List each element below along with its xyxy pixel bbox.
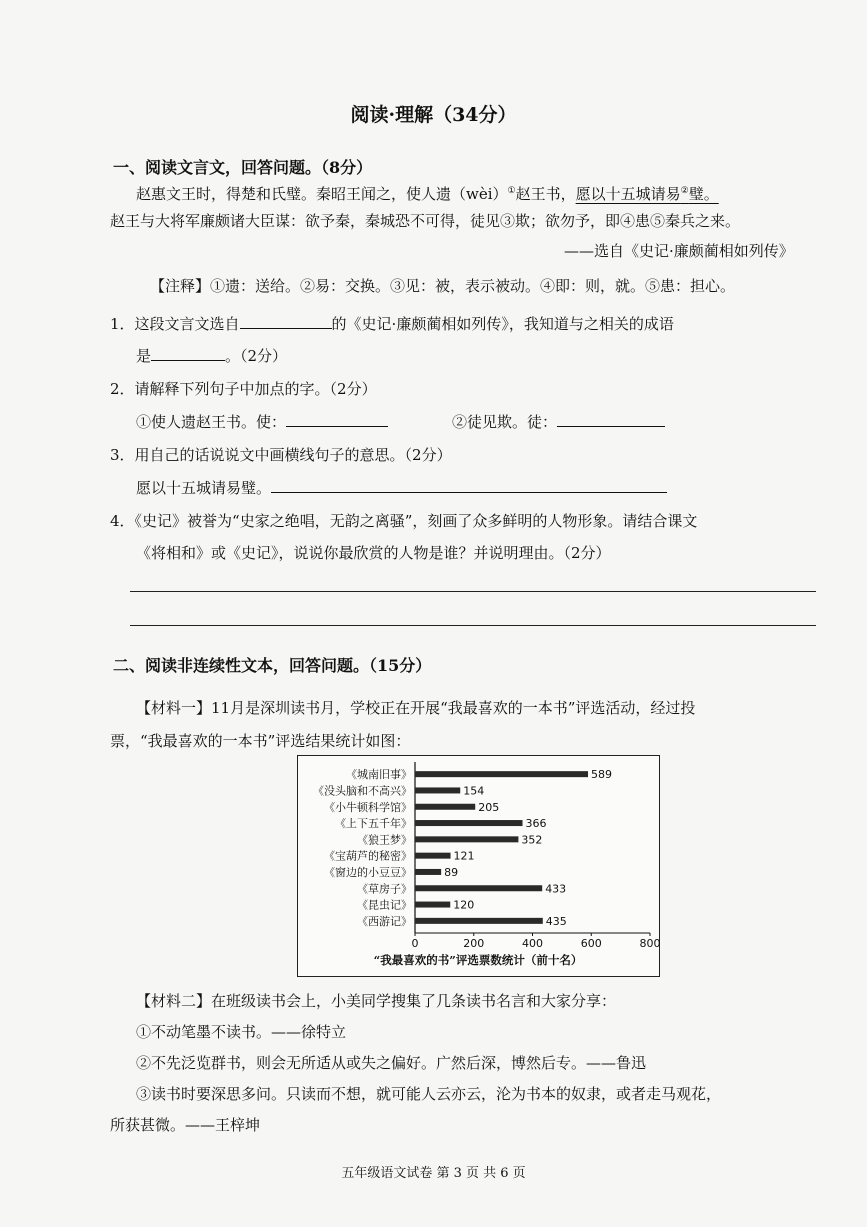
- quote-2: ②不先泛览群书，则会无所适从或失之偏好。广然后深，博然后专。——鲁迅: [136, 1054, 647, 1072]
- x-tick-label: 600: [580, 937, 602, 950]
- data-label: 589: [591, 768, 613, 782]
- material1-line-1: 【材料一】11月是深圳读书月，学校正在开展“我最喜欢的一本书”评选活动，经过投: [136, 699, 696, 717]
- category-label: 《西游记》: [357, 914, 412, 928]
- footnote-mark-1: ①: [507, 186, 516, 196]
- bar-chart: [298, 756, 661, 975]
- q3-item-text: 愿以十五城请易璧。: [136, 479, 272, 497]
- bar: [415, 771, 588, 777]
- q3-item: [136, 477, 667, 498]
- x-tick-label: 0: [411, 937, 419, 950]
- bar: [415, 787, 460, 793]
- bar: [415, 885, 542, 891]
- passage-text-b: 赵王书，: [515, 185, 576, 203]
- q2-item-1-text: ①使人遗赵王书。使：: [136, 413, 287, 431]
- bar: [415, 804, 475, 810]
- q1-text-d: 。（2分）: [225, 347, 288, 365]
- bar-chart-frame: [297, 755, 660, 977]
- x-tick-label: 800: [639, 937, 661, 950]
- q2-item-2: [452, 411, 665, 432]
- q4-answer-line-1[interactable]: [130, 591, 816, 592]
- bar: [415, 869, 441, 875]
- q2-item-1: [136, 411, 388, 432]
- data-label: 366: [525, 817, 547, 831]
- chart-title: “我最喜欢的书”评选票数统计（前十名）: [373, 953, 583, 967]
- category-label: 《草房子》: [357, 882, 412, 896]
- section1-heading: 一、阅读文言文，回答问题。（8分）: [113, 158, 373, 177]
- x-tick-label: 200: [463, 937, 485, 950]
- data-label: 89: [444, 865, 459, 879]
- question-2: 2．请解释下列句子中加点的字。（2分）: [110, 380, 377, 398]
- q1-text-a: 1．这段文言文选自: [110, 315, 240, 333]
- q1-text-b: 的《史记·廉颇蔺相如列传》，我知道与之相关的成语: [331, 315, 674, 333]
- data-label: 205: [478, 800, 500, 814]
- bar: [415, 902, 450, 908]
- q4-answer-line-2[interactable]: [130, 625, 816, 626]
- q1-text-c: 是: [136, 347, 152, 365]
- underlined-text: 愿以十五城请易: [575, 185, 681, 203]
- category-label: 《没头脑和不高兴》: [313, 784, 412, 798]
- data-label: 433: [545, 882, 567, 896]
- data-label: 154: [463, 784, 485, 798]
- section2-heading: 二、阅读非连续性文本，回答问题。（15分）: [113, 656, 432, 675]
- q1-blank-author[interactable]: [240, 314, 332, 329]
- data-label: 120: [453, 898, 475, 912]
- bar: [415, 853, 451, 859]
- quote-3-line-1: ③读书时要深思多问。只读而不想，就可能人云亦云，沦为书本的奴隶，或者走马观花，: [136, 1085, 722, 1103]
- passage-source: ——选自《史记·廉颇蔺相如列传》: [564, 242, 794, 260]
- passage-line-2: 赵王与大将军廉颇诸大臣谋：欲予秦，秦城恐不可得，徒见③欺；欲勿予，即④患⑤秦兵之来。: [110, 212, 741, 230]
- q2-blank-1[interactable]: [286, 412, 388, 427]
- material1-line-2: 票，“我最喜欢的一本书”评选结果统计如图：: [110, 732, 411, 750]
- passage-line-1: [136, 183, 719, 204]
- q3-blank[interactable]: [271, 478, 667, 493]
- question-3: 3．用自己的话说说文中画横线句子的意思。（2分）: [110, 446, 452, 464]
- data-label: 352: [521, 833, 543, 847]
- question-4-line-2: 《将相和》或《史记》，说说你最欣赏的人物是谁？并说明理由。（2分）: [136, 544, 611, 562]
- footnote-mark-2: ②: [680, 186, 689, 196]
- data-label: 435: [545, 914, 567, 928]
- category-label: 《狼王梦》: [357, 833, 412, 847]
- data-label: 121: [453, 849, 475, 863]
- bar: [415, 836, 518, 842]
- quote-1: ①不动笔墨不读书。——徐特立: [136, 1023, 347, 1041]
- q2-blank-2[interactable]: [557, 412, 665, 427]
- material2-intro: 【材料二】在班级读书会上，小美同学搜集了几条读书名言和大家分享：: [136, 992, 617, 1010]
- page-title: 阅读·理解（34分）: [350, 104, 517, 126]
- bar: [415, 918, 543, 924]
- question-1-cont: [136, 345, 287, 366]
- category-label: 《宝葫芦的秘密》: [324, 849, 412, 863]
- underlined-text-end: 璧。: [688, 185, 719, 203]
- q2-item-2-text: ②徒见欺。徒：: [452, 413, 558, 431]
- bar: [415, 820, 523, 826]
- category-label: 《小牛顿科学馆》: [324, 800, 412, 814]
- passage-text-a: 赵惠文王时，得楚和氏璧。秦昭王闻之，使人遗（wèi）: [136, 185, 508, 203]
- quote-3-line-2: 所获甚微。——王梓坤: [110, 1116, 261, 1134]
- question-4-line-1: 4．《史记》被誉为“史家之绝唱，无韵之离骚”，刻画了众多鲜明的人物形象。请结合课文: [110, 512, 698, 530]
- category-label: 《窗边的小豆豆》: [324, 865, 412, 879]
- underlined-sentence: [576, 185, 719, 203]
- q1-blank-idiom[interactable]: [151, 346, 225, 361]
- category-label: 《上下五千年》: [335, 817, 412, 831]
- category-label: 《昆虫记》: [357, 898, 412, 912]
- category-label: 《城南旧事》: [346, 768, 412, 782]
- question-1: [110, 313, 674, 334]
- x-tick-label: 400: [522, 937, 543, 950]
- page-footer: 五年级语文试卷 第 3 页 共 6 页: [341, 1166, 526, 1181]
- notes: 【注释】①遗：送给。②易：交换。③见：被，表示被动。④即：则，就。⑤患：担心。: [150, 277, 736, 295]
